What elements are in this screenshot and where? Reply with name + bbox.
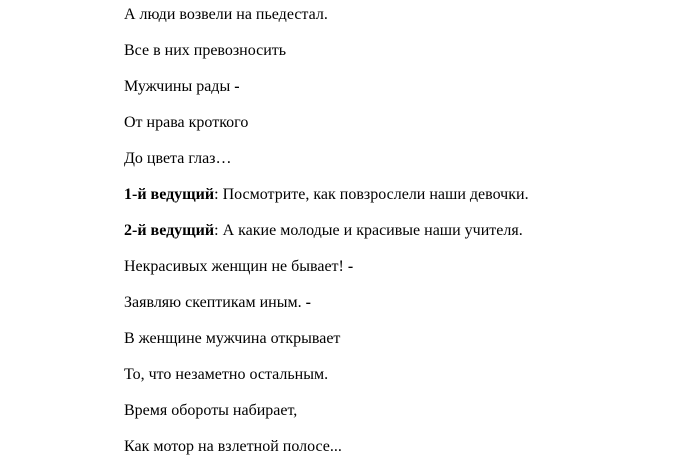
text-line [124,5,328,25]
line-text: А люди возвели на пьедестал. [124,6,328,23]
text-line [124,41,286,61]
line-text: То, что незаметно остальным. [124,366,329,383]
dialogue-line [124,221,523,241]
dialogue-line [124,185,529,205]
speaker-label: 1-й ведущий [124,186,215,203]
text-line [124,257,353,277]
text-line [124,401,297,421]
dash-suffix: - [230,78,240,95]
line-text: До цвета глаз… [124,150,232,167]
line-text: Некрасивых женщин не бывает! [124,258,344,275]
dash-suffix: - [301,294,311,311]
text-line [124,329,340,349]
text-line [124,77,240,97]
text-line [124,113,248,133]
text-line [124,149,231,169]
text-line [124,437,342,457]
line-text: Мужчины рады [124,78,231,95]
line-text: Все в них превозносить [124,42,287,59]
dash-suffix: - [343,258,354,275]
text-line [124,365,328,385]
line-text: Время обороты набирает, [124,402,298,419]
line-text: Как мотор на взлетной полосе... [124,438,342,455]
text-line [124,293,311,313]
line-text: Заявляю скептикам иным. [124,294,302,311]
speaker-label: 2-й ведущий [124,222,215,239]
line-text: В женщине мужчина открывает [124,330,341,347]
line-text: : А какие молодые и красивые наши учителя. [214,222,523,239]
line-text: : Посмотрите, как повзрослели наши девочки. [214,186,529,203]
line-text: От нрава кроткого [124,114,249,131]
